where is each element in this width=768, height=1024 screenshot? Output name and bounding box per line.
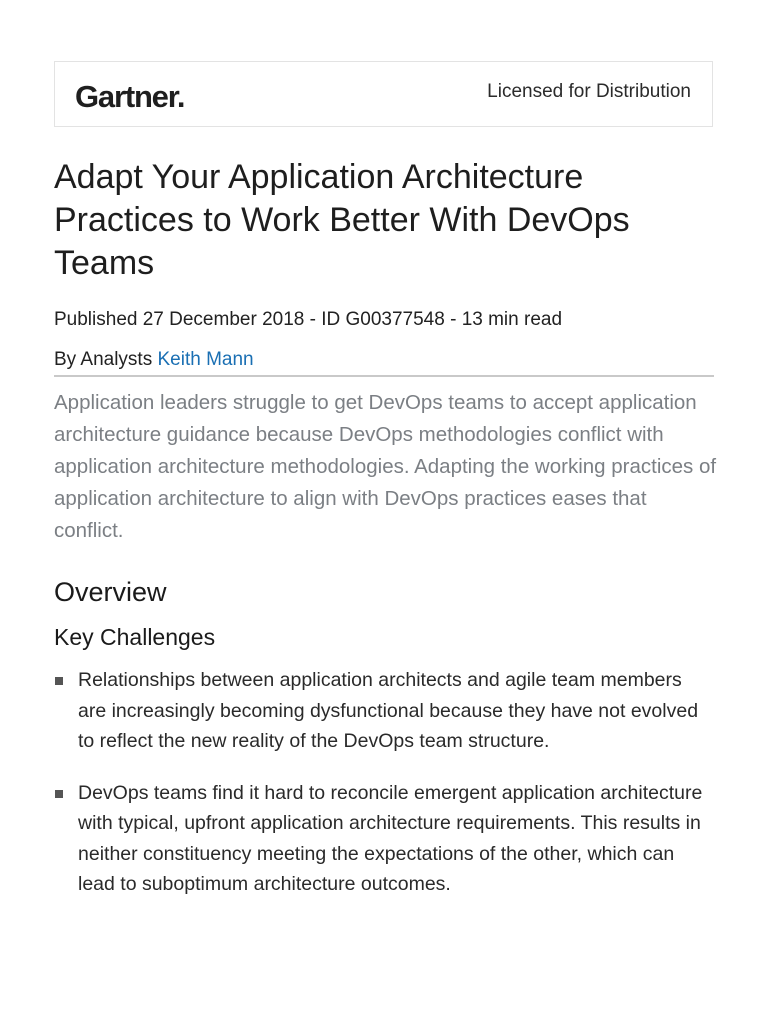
article-title: Adapt Your Application Architecture Practices to Work Better With DevOps Teams [54, 158, 630, 282]
publication-meta: Published 27 December 2018 - ID G00377548 - 13 min read [54, 309, 563, 330]
list-item-text: DevOps teams find it hard to reconcile emergent application architecture with typical, upfront application architecture requirements. This results in neither constituency meeting the expectations of the other, which can lead to suboptimum architecture outcomes. [78, 781, 703, 895]
article-summary: Application leaders struggle to get DevOps teams to accept application architecture guidance because DevOps methodologies conflict with application architecture methodologies. Adapting the working practices of application architecture to align with DevOps practices eases that conflict. [54, 391, 717, 542]
list-item-text: Relationships between application architects and agile team members are increasingly becoming dysfunctional because they have not evolved to reflect the new reality of the DevOps team structure. [78, 669, 699, 752]
square-bullet-icon [55, 677, 63, 685]
overview-heading: Overview [54, 577, 167, 607]
byline-prefix: By Analysts [54, 349, 153, 370]
license-label: Licensed for Distribution [487, 81, 691, 102]
key-challenges-heading: Key Challenges [54, 624, 216, 650]
author-link[interactable]: Keith Mann [157, 349, 254, 370]
list-item [54, 778, 714, 900]
key-challenges-list [54, 665, 714, 921]
square-bullet-icon [55, 790, 63, 798]
header-banner [54, 61, 713, 127]
gartner-logo[interactable]: Gartner. [75, 78, 185, 114]
list-item [54, 665, 714, 757]
byline [54, 349, 714, 377]
